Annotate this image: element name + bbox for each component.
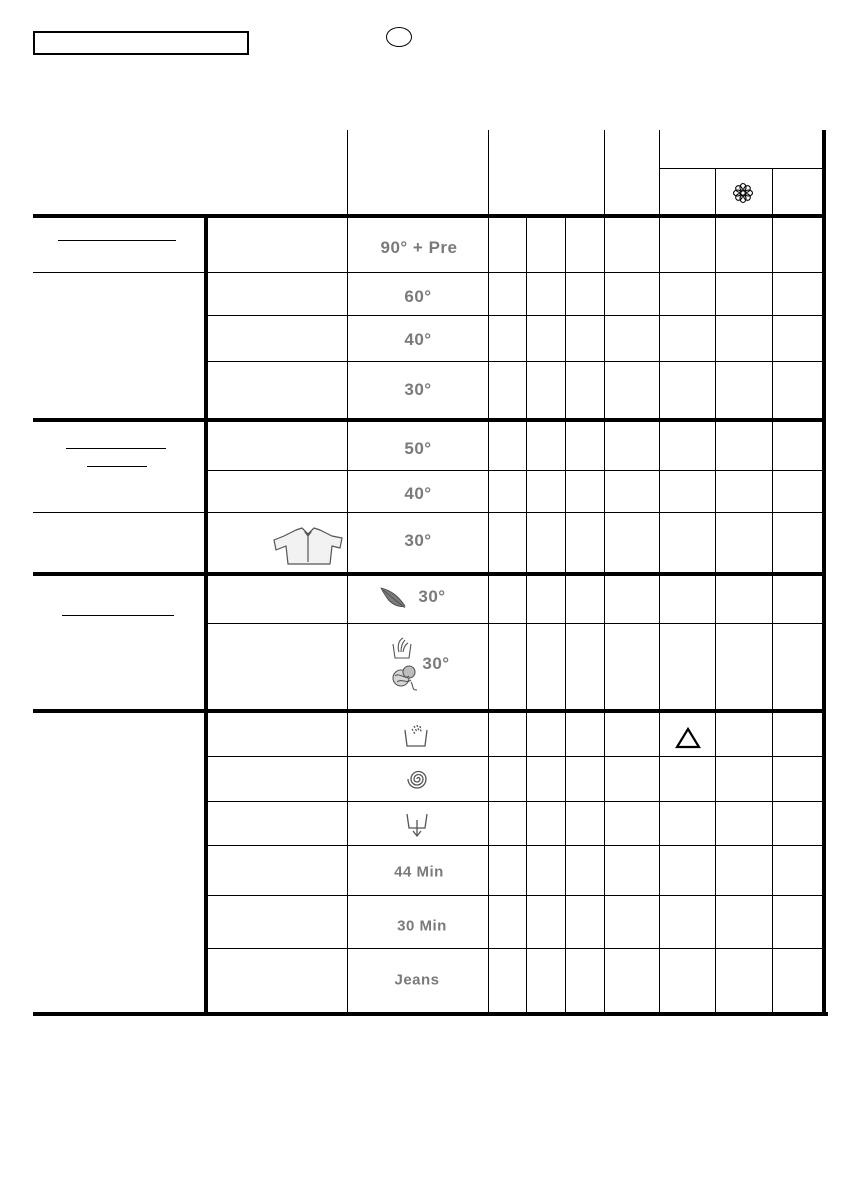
category-underline (58, 240, 176, 241)
table-rule (772, 168, 773, 1014)
table-rule (526, 216, 527, 1014)
table-rule (659, 130, 660, 1014)
table-rule (206, 948, 825, 949)
table-rule (206, 315, 825, 316)
table-rule (33, 1012, 828, 1016)
table-rule (33, 709, 825, 713)
programme-symbol: 90° + Pre (380, 238, 458, 257)
table-rule (206, 361, 825, 362)
programme-symbol: 30° (422, 654, 450, 673)
drain-icon (404, 810, 430, 838)
programme-symbol: 50° (404, 439, 432, 458)
table-rule (33, 512, 825, 513)
table-rule (206, 756, 825, 757)
programme-symbol: 30° (418, 587, 446, 606)
programme-symbol: 40° (404, 330, 432, 349)
circle-badge-icon (386, 27, 412, 47)
table-rule (206, 895, 825, 896)
table-rule (660, 168, 825, 169)
table-rule (204, 214, 208, 1016)
table-rule (347, 130, 348, 1014)
table-rule (822, 130, 826, 1016)
table-rule (206, 801, 825, 802)
table-rule (33, 214, 825, 218)
programme-symbol: 40° (404, 484, 432, 503)
table-rule (565, 216, 566, 1014)
programme-symbol: 44 Min (394, 863, 444, 881)
shirt-icon (272, 526, 344, 566)
category-underline (87, 466, 147, 467)
hand-wash-wool-icon (389, 636, 419, 694)
flower-icon (732, 182, 754, 204)
feather-icon (379, 586, 409, 612)
programme-symbol: 30° (404, 531, 432, 550)
table-rule (715, 168, 716, 1014)
category-underline (62, 615, 174, 616)
table-rule (206, 623, 825, 624)
programme-symbol: Jeans (394, 971, 440, 989)
programme-symbol: 30° (404, 380, 432, 399)
programme-symbol: 30 Min (397, 917, 447, 935)
table-rule (206, 845, 825, 846)
spin-icon (405, 766, 429, 792)
header-label-box (33, 31, 249, 55)
rinse-icon (402, 722, 430, 748)
table-rule (33, 418, 825, 422)
category-underline (66, 448, 166, 449)
table-rule (33, 272, 825, 273)
table-rule (488, 130, 489, 1014)
programme-symbol: 60° (404, 287, 432, 306)
table-rule (33, 572, 825, 576)
table-rule (206, 470, 825, 471)
triangle-icon (675, 727, 701, 749)
table-rule (604, 130, 605, 1014)
